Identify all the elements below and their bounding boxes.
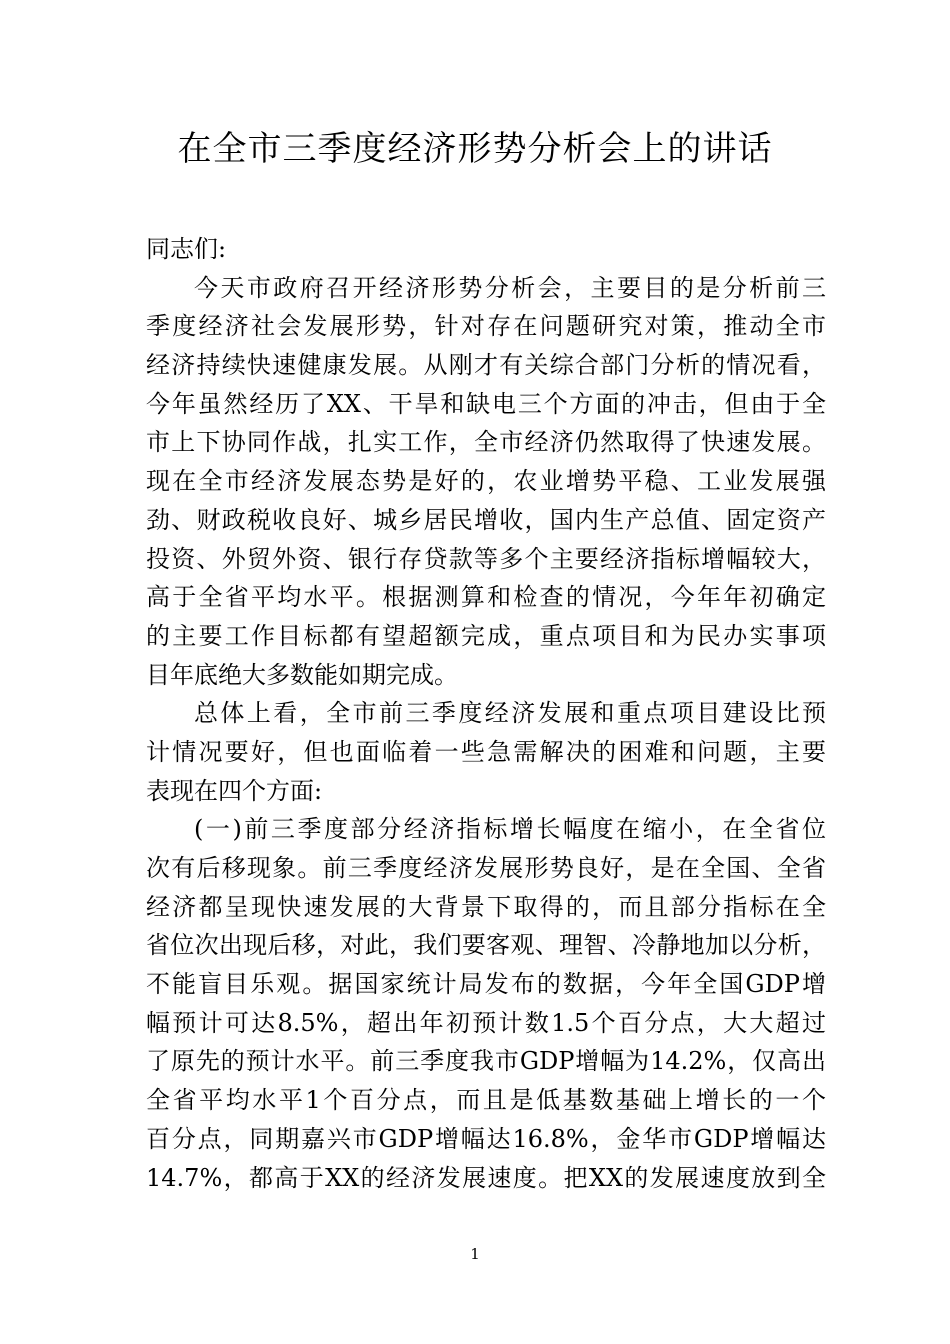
salutation: 同志们: [146, 235, 227, 263]
paragraph-line: 不能盲目乐观。据国家统计局发布的数据，今年全国GDP增 [146, 970, 826, 999]
paragraph-line: 百分点，同期嘉兴市GDP增幅达16.8%，金华市GDP增幅达 [146, 1124, 826, 1153]
page-number: 1 [470, 1245, 480, 1263]
paragraph-line: 表现在四个方面: [146, 776, 323, 805]
paragraph-line: 现在全市经济发展态势是好的，农业增势平稳、工业发展强 [146, 467, 826, 496]
paragraph-line: 目年底绝大多数能如期完成。 [146, 660, 458, 689]
paragraph-line: 幅预计可达8.5%，超出年初预计数1.5个百分点，大大超过 [146, 1008, 826, 1037]
paragraph-line: 季度经济社会发展形势，针对存在问题研究对策，推动全市 [146, 312, 826, 341]
paragraph-line: 14.7%，都高于XX的经济发展速度。把XX的发展速度放到全 [146, 1163, 826, 1192]
document-title: 在全市三季度经济形势分析会上的讲话 [177, 129, 773, 169]
paragraph-line: 了原先的预计水平。前三季度我市GDP增幅为14.2%，仅高出 [146, 1047, 826, 1076]
paragraph-line: 经济都呈现快速发展的大背景下取得的，而且部分指标在全 [146, 892, 826, 921]
paragraph-line: 省位次出现后移，对此，我们要客观、理智、冷静地加以分析， [146, 931, 826, 960]
paragraph-line: 全省平均水平1个百分点，而且是低基数基础上增长的一个 [146, 1086, 826, 1115]
paragraph-line: 计情况要好，但也面临着一些急需解决的困难和问题，主要 [146, 737, 826, 766]
paragraph-line: 经济持续快速健康发展。从刚才有关综合部门分析的情况看， [146, 351, 826, 380]
paragraph-line: 次有后移现象。前三季度经济发展形势良好，是在全国、全省 [146, 854, 826, 882]
paragraph-line: 今年虽然经历了XX、干旱和缺电三个方面的冲击，但由于全 [146, 389, 826, 418]
paragraph-line: 高于全省平均水平。根据测算和检查的情况，今年年初确定 [146, 583, 826, 612]
paragraph-line: (一)前三季度部分经济指标增长幅度在缩小，在全省位 [194, 815, 826, 844]
paragraph-line: 投资、外贸外资、银行存贷款等多个主要经济指标增幅较大， [146, 544, 826, 573]
paragraph-line: 今天市政府召开经济形势分析会，主要目的是分析前三 [194, 273, 826, 302]
paragraph-line: 的主要工作目标都有望超额完成，重点项目和为民办实事项 [146, 621, 826, 650]
document-body [146, 230, 826, 1197]
paragraph-line: 总体上看，全市前三季度经济发展和重点项目建设比预 [194, 699, 826, 728]
paragraph-line: 劲、财政税收良好、城乡居民增收，国内生产总值、固定资产 [146, 505, 826, 534]
paragraph-line: 市上下协同作战，扎实工作，全市经济仍然取得了快速发展。 [146, 428, 826, 457]
